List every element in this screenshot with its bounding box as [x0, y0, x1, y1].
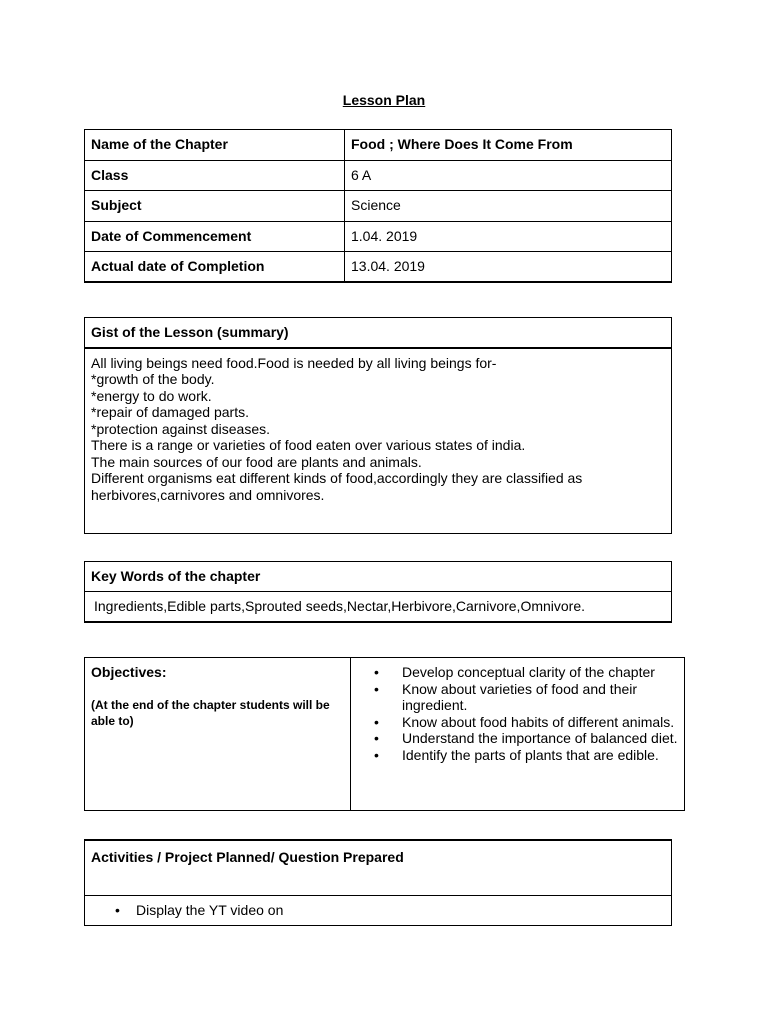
objective-text: Develop conceptual clarity of the chapter — [402, 664, 655, 680]
table-row — [85, 252, 672, 283]
bullet-icon: • — [374, 680, 379, 697]
table-row — [85, 896, 672, 926]
table-row — [85, 130, 672, 161]
objectives-note: (At the end of the chapter students will be able to) — [91, 698, 330, 728]
activities-table — [84, 839, 672, 926]
gist-line: Different organisms eat different kinds of food,accordingly they are classified as — [91, 470, 583, 486]
gist-line: There is a range or varieties of food eaten over various states of india. — [91, 437, 526, 453]
objectives-table — [84, 657, 685, 811]
gist-line: herbivores,carnivores and omnivores. — [91, 486, 325, 503]
detail-value: 6 A — [345, 160, 672, 191]
list-item — [357, 730, 678, 747]
table-row — [85, 318, 672, 348]
table-row — [85, 348, 672, 534]
bullet-icon: • — [374, 664, 379, 680]
objectives-list-cell — [351, 658, 685, 811]
activity-text: Display the YT video on — [136, 902, 284, 918]
gist-summary — [85, 348, 672, 534]
gist-heading: Gist of the Lesson (summary) — [85, 318, 672, 348]
bullet-icon: • — [374, 730, 379, 746]
detail-value: 13.04. 2019 — [345, 252, 672, 283]
gist-line: *growth of the body. — [91, 371, 215, 387]
table-row — [85, 562, 672, 592]
gist-line: *protection against diseases. — [91, 420, 270, 437]
bullet-icon: • — [115, 902, 120, 918]
detail-label: Date of Commencement — [85, 221, 345, 252]
keywords-table — [84, 561, 672, 623]
keywords-text: Ingredients,Edible parts,Sprouted seeds,Nectar,Herbivore,Carnivore,Omnivore. — [85, 592, 672, 622]
list-item — [91, 902, 665, 919]
objective-text: Identify the parts of plants that are edible. — [402, 746, 659, 763]
list-item — [357, 747, 678, 764]
activities-heading: Activities / Project Planned/ Question Prepared — [85, 840, 672, 896]
detail-value: 1.04. 2019 — [345, 221, 672, 252]
table-row — [85, 840, 672, 896]
gist-line: *energy to do work. — [91, 387, 212, 404]
table-row — [85, 592, 672, 622]
objective-text: Know about food habits of different animals. — [402, 713, 675, 730]
detail-label: Name of the Chapter — [85, 130, 345, 161]
chapter-details-table — [84, 129, 672, 283]
list-item — [357, 714, 678, 731]
objective-text: Know about varieties of food and their ingredient. — [402, 680, 638, 713]
gist-line: *repair of damaged parts. — [91, 404, 249, 420]
objectives-heading: Objectives: — [91, 664, 167, 680]
bullet-icon: • — [374, 713, 379, 730]
table-row — [85, 160, 672, 191]
gist-table — [84, 317, 672, 534]
objectives-label-cell — [85, 658, 351, 811]
activities-cell — [85, 896, 672, 926]
detail-value: Science — [345, 191, 672, 222]
list-item — [357, 681, 678, 714]
gist-line: The main sources of our food are plants and animals. — [91, 453, 422, 470]
table-row — [85, 221, 672, 252]
keywords-heading: Key Words of the chapter — [85, 562, 672, 592]
detail-label: Actual date of Completion — [85, 252, 345, 283]
gist-line: All living beings need food.Food is needed by all living beings for- — [91, 354, 497, 371]
detail-value: Food ; Where Does It Come From — [345, 130, 672, 161]
table-row — [85, 191, 672, 222]
bullet-icon: • — [374, 746, 379, 763]
detail-label: Subject — [85, 191, 345, 222]
page-title: Lesson Plan — [342, 92, 426, 108]
list-item — [357, 664, 678, 681]
objectives-list — [357, 664, 678, 763]
detail-label: Class — [85, 160, 345, 191]
objective-text: Understand the importance of balanced diet. — [402, 730, 678, 746]
table-row — [85, 658, 685, 811]
